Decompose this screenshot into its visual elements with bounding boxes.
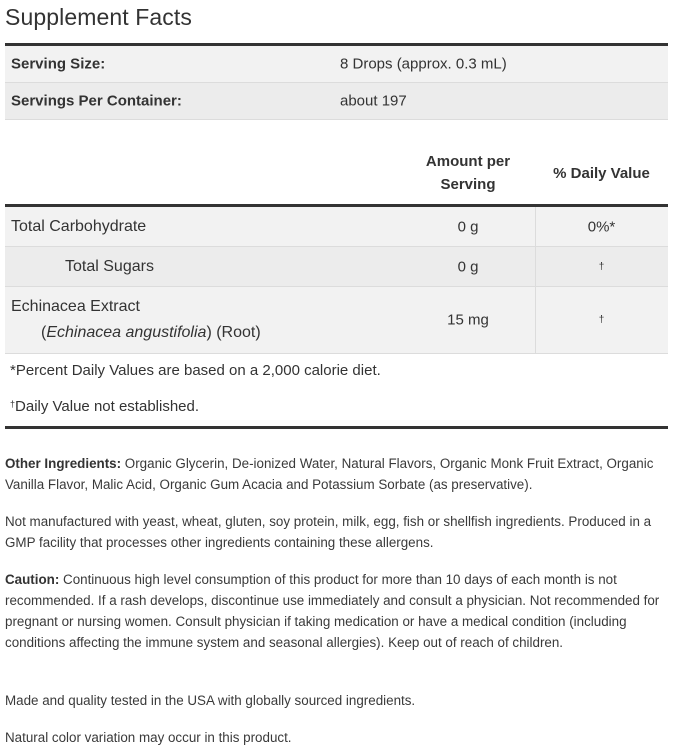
botanical-name: Echinacea angustifolia [46, 324, 207, 341]
color-variation-statement: Natural color variation may occur in this product. [5, 730, 292, 745]
serving-size-label: Serving Size: [11, 55, 106, 73]
nutrient-amount: 15 mg [447, 311, 489, 329]
serving-size-row [5, 46, 668, 83]
nutrient-name: Total Sugars [65, 257, 154, 275]
nutrient-amount: 0 g [457, 218, 479, 235]
column-divider [535, 207, 536, 353]
caution-text: Continuous high level consumption of this product for more than 10 days of each month is not recommended. If a rash develops, discontinue use immediately and consult a physician. Not recommended for pregnant or nursing women. Consult physician if taking medication or have a medical condition (including conditions affecting the immune system and seasonal allergies). Keep out of reach of children. [5, 572, 660, 650]
footnote-dv-not-established [10, 398, 199, 415]
amount-header-line2: Serving [440, 176, 496, 193]
nutrient-name-block [11, 294, 261, 346]
nutrient-amount: 0 g [457, 258, 479, 275]
dagger-symbol: † [10, 399, 16, 409]
caution-statement [5, 569, 669, 653]
caution-label: Caution: [5, 572, 60, 587]
nutrient-row-total-sugars [5, 247, 668, 287]
nutrient-name: Echinacea Extract [11, 298, 140, 315]
nutrient-daily-value: † [598, 314, 605, 326]
footnote-percent-dv: *Percent Daily Values are based on a 2,000 calorie diet. [10, 362, 381, 379]
amount-per-serving-header [403, 150, 533, 196]
nutrient-row-total-carbohydrate [5, 207, 668, 247]
bottom-rule [5, 426, 668, 429]
other-ingredients-label: Other Ingredients: [5, 456, 122, 471]
servings-per-container-value: about 197 [340, 92, 407, 110]
nutrient-daily-value: 0%* [587, 218, 616, 235]
other-ingredients [5, 453, 669, 495]
other-ingredients-text: Organic Glycerin, De-ionized Water, Natural Flavors, Organic Monk Fruit Extract, Organic Vanilla Flavor, Malic Acid, Organic Gum Acacia and Potassium Sorbate (as preservative). [5, 456, 654, 492]
paren-open: ( [41, 324, 47, 341]
daily-value-header: % Daily Value [553, 165, 650, 182]
nutrient-source [11, 320, 261, 346]
page-title: Supplement Facts [5, 4, 192, 30]
servings-per-container-row [5, 83, 668, 120]
nutrient-name: Total Carbohydrate [11, 217, 147, 235]
nutrient-daily-value: † [598, 261, 605, 272]
plant-part: ) (Root) [206, 324, 261, 341]
nutrient-row-echinacea-extract [5, 287, 668, 354]
footnote-text: Daily Value not established. [15, 398, 200, 415]
servings-per-container-label: Servings Per Container: [11, 92, 182, 110]
made-in-usa-statement: Made and quality tested in the USA with globally sourced ingredients. [5, 693, 416, 708]
serving-size-value: 8 Drops (approx. 0.3 mL) [340, 55, 507, 73]
allergen-statement: Not manufactured with yeast, wheat, gluten, soy protein, milk, egg, fish or shellfish ingredients. Produced in a GMP facility that processes other ingredients containing these allergens. [5, 514, 652, 550]
amount-header-line1: Amount per [425, 153, 511, 170]
